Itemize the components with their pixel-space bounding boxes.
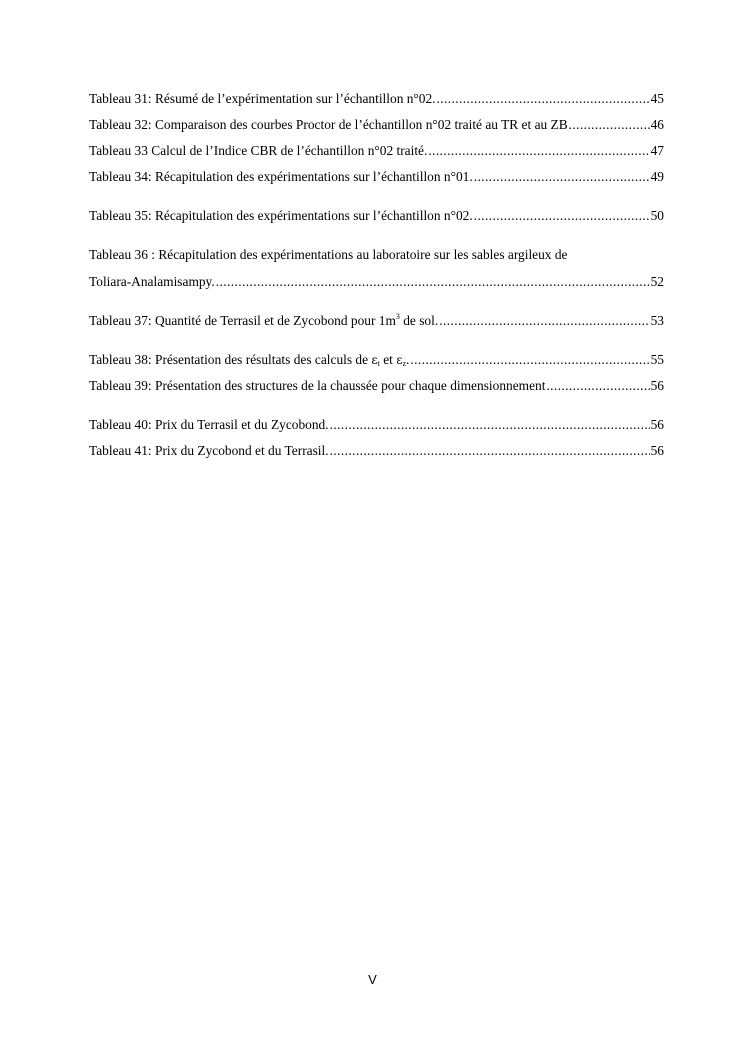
toc-entry-label	[89, 308, 438, 333]
subscript: t	[377, 359, 380, 368]
toc-entry-40[interactable]	[89, 412, 664, 437]
epsilon-symbol: ε	[371, 353, 378, 367]
toc-entry-label: Tableau 40: Prix du Terrasil et du Zycobond.	[89, 417, 329, 432]
toc-page-number: 53	[650, 313, 664, 328]
dot-leader	[437, 86, 650, 111]
toc-page-number: 55	[650, 352, 664, 367]
toc-entry-38[interactable]	[89, 347, 664, 372]
toc-entry-31[interactable]	[89, 86, 664, 111]
toc-page-number: 46	[650, 117, 664, 132]
spacer	[89, 399, 664, 412]
toc-entry-label: Tableau 41: Prix du Zycobond et du Terrasil.	[89, 443, 329, 458]
dot-leader	[439, 308, 649, 333]
toc-entry-37[interactable]	[89, 308, 664, 333]
toc-entry-36[interactable]	[89, 269, 664, 294]
toc-page-number: 56	[650, 417, 664, 432]
toc-entry-label: Tableau 33 Calcul de l’Indice CBR de l’échantillon n°02 traité.	[89, 143, 428, 158]
dot-leader	[410, 347, 649, 372]
spacer	[89, 334, 664, 347]
spacer	[89, 229, 664, 242]
label-text: .	[406, 352, 410, 367]
toc-entry-39[interactable]	[89, 373, 664, 398]
page-footer-number: V	[368, 972, 377, 987]
toc-page-number: 56	[650, 378, 664, 393]
toc-entry-32[interactable]	[89, 112, 664, 137]
dot-leader	[546, 373, 649, 398]
toc-page-number: 47	[650, 143, 664, 158]
toc-entry-label: Toliara-Analamisampy.	[89, 274, 215, 289]
toc-page-number: 49	[650, 169, 664, 184]
toc-page-number: 50	[650, 208, 664, 223]
toc-entry-34[interactable]	[89, 164, 664, 189]
label-text: Tableau 37: Quantité de Terrasil et de Zycobond pour 1m	[89, 313, 396, 328]
toc-page-number: 52	[650, 274, 664, 289]
spacer	[89, 295, 664, 308]
epsilon-symbol: ε	[396, 353, 403, 367]
toc-entry-41[interactable]	[89, 438, 664, 463]
toc-entry-label: Tableau 32: Comparaison des courbes Proctor de l’échantillon n°02 traité au TR et au ZB	[89, 117, 568, 132]
label-text: et	[379, 352, 397, 367]
dot-leader	[474, 164, 650, 189]
label-text: Tableau 38: Présentation des résultats des calculs de	[89, 352, 372, 367]
superscript: 3	[395, 312, 400, 321]
label-text: de sol.	[399, 313, 439, 328]
toc-entry-label: Tableau 31: Résumé de l’expérimentation sur l’échantillon n°02.	[89, 91, 436, 106]
toc-entry-33[interactable]	[89, 138, 664, 163]
toc-entry-label: Tableau 34: Récapitulation des expérimentations sur l’échantillon n°01.	[89, 169, 473, 184]
toc-entry-label: Tableau 39: Présentation des structures de la chaussée pour chaque dimensionnement	[89, 378, 546, 393]
dot-leader	[216, 269, 650, 294]
dot-leader	[330, 412, 650, 437]
list-of-tables	[89, 86, 664, 464]
dot-leader	[569, 112, 650, 137]
toc-page-number: 45	[650, 91, 664, 106]
toc-entry-label	[89, 347, 409, 373]
dot-leader	[474, 203, 650, 228]
spacer	[89, 190, 664, 203]
toc-entry-35[interactable]	[89, 203, 664, 228]
subscript: z	[402, 359, 407, 368]
toc-page-number: 56	[650, 443, 664, 458]
toc-entry-36-line1[interactable]: Tableau 36 : Récapitulation des expérimentations au laboratoire sur les sables argileux de	[89, 247, 568, 262]
dot-leader	[428, 138, 649, 163]
toc-entry-label: Tableau 35: Récapitulation des expérimentations sur l’échantillon n°02.	[89, 208, 473, 223]
dot-leader	[330, 438, 650, 463]
